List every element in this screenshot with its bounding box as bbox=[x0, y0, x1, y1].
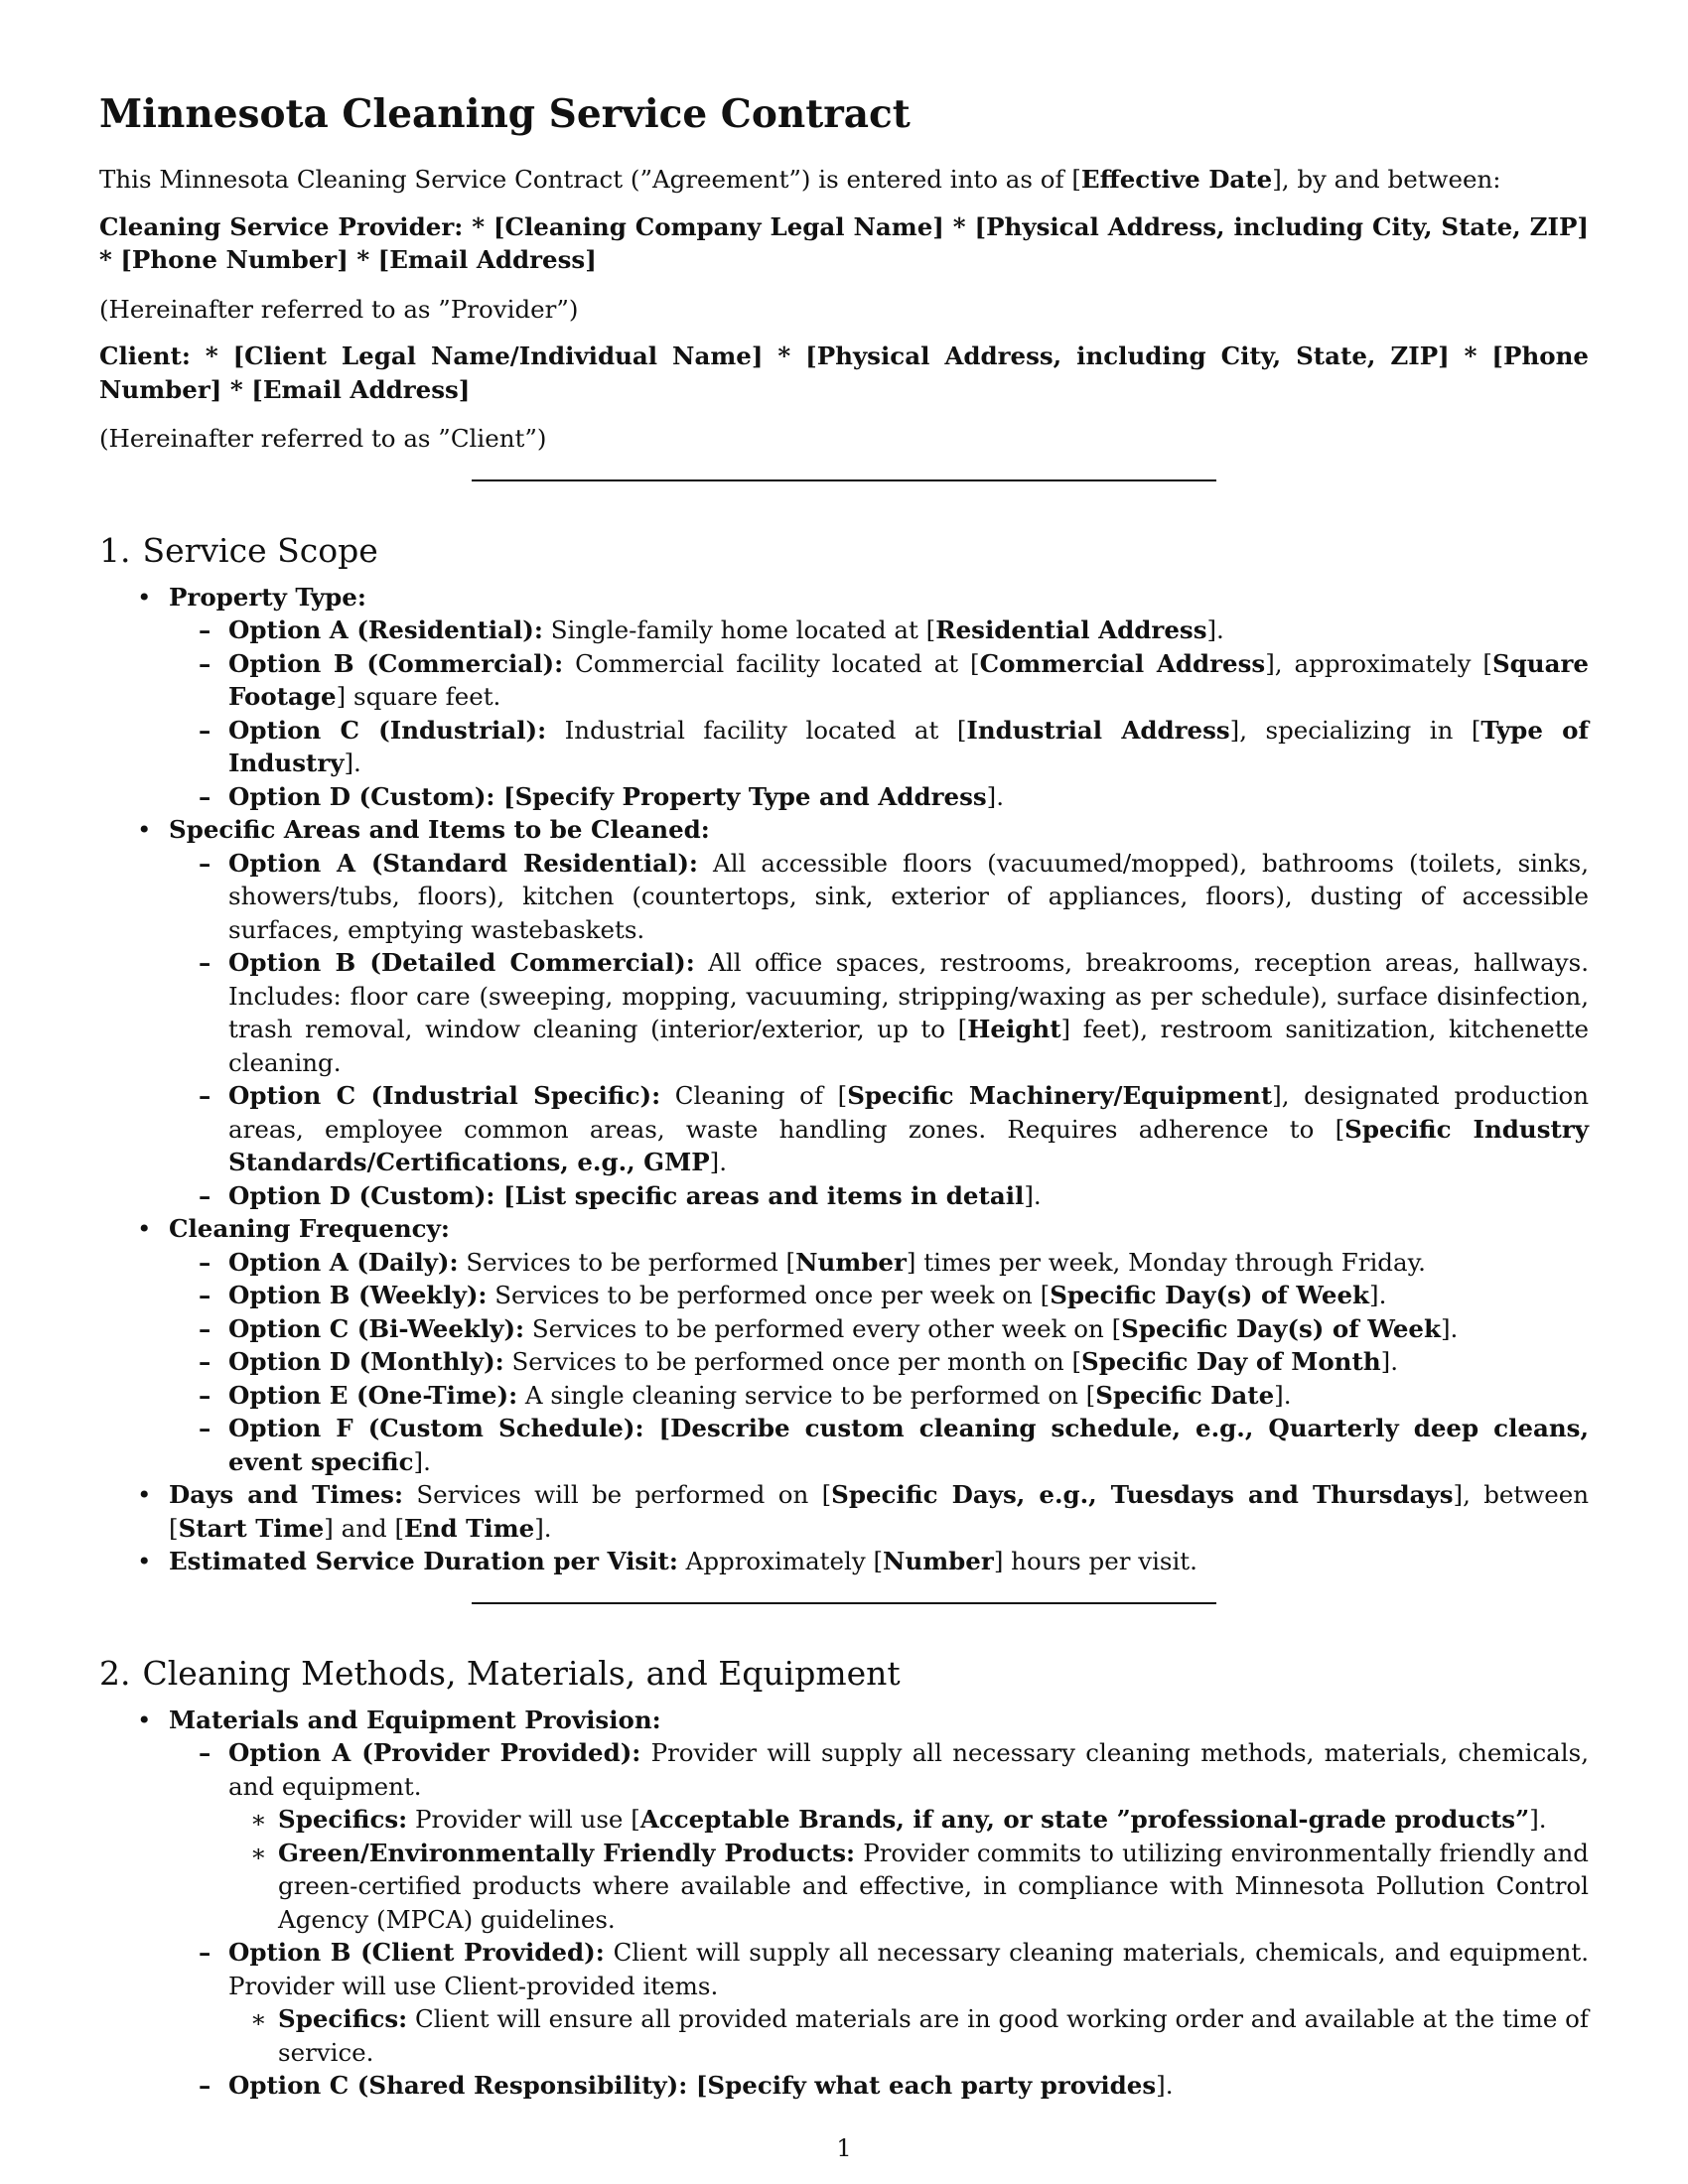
list-item: – Option E (One-Time): A single cleaning service to be performed on [Specific Date]. bbox=[169, 1379, 1589, 1413]
list-item: – Option B (Commercial): Commercial facility located at [Commercial Address], approximately [Square Footage] square feet. bbox=[169, 647, 1589, 714]
client-block: Client: * [Client Legal Name/Individual Name] * [Physical Address, including City, State, ZIP] * [Phone Number] * [Email Address] bbox=[99, 341, 1589, 404]
provider-block: Cleaning Service Provider: * [Cleaning Company Legal Name] * [Physical Address, including City, State, ZIP] * [Phone Number] * [Email Address] bbox=[99, 211, 1589, 274]
list-item: – Option B (Client Provided): Client will supply all necessary cleaning materials, chemicals, and equipment. Provider will use Client-provided items. ∗ Specifics: Client will ensure all provided materials are in good working order and available at the time of service. bbox=[169, 1936, 1589, 2069]
list-item: – Option A (Residential): Single-family home located at [Residential Address]. bbox=[169, 614, 1589, 647]
list-item: – Option D (Monthly): Services to be performed once per month on [Specific Day of Month]. bbox=[169, 1345, 1589, 1379]
list-item: • Specific Areas and Items to be Cleaned: – Option A (Standard Residential): All accessible floors (vacuumed/mopped), bathrooms (toilets, sinks, showers/tubs, floors), kitchen (countertops, sink, exterior of appliances, floors), dusting of accessible surfaces, emptying wastebaskets. – Option B (Detailed Commercial): All office spaces, restrooms, breakrooms, reception areas, hallways. Includes: floor care (sweeping, mopping, vacuuming, stripping/waxing as per schedule), surface disinfection, trash removal, window cleaning (interior/exterior, up to [Height] feet), restroom sanitization, kitchenette cleaning. – Option C (Industrial Specific): Cleaning of [Specific Machinery/Equipment], designated production areas, employee common areas, waste handling zones. Requires adherence to [Specific Industry Standards/Certifications, e.g., GMP]. – Option D (Custom): [List specific areas and items in detail]. bbox=[99, 813, 1589, 1212]
list-item: – Option B (Detailed Commercial): All office spaces, restrooms, breakrooms, reception areas, hallways. Includes: floor care (sweeping, mopping, vacuuming, stripping/waxing as per schedule), surface disinfection, trash removal, window cleaning (interior/exterior, up to [Height] feet), restroom sanitization, kitchenette cleaning. bbox=[169, 946, 1589, 1079]
list-item: • Materials and Equipment Provision: – Option A (Provider Provided): Provider will supply all necessary cleaning methods, materials, chemicals, and equipment. ∗ Specifics: Provider will use [Acceptable Brands, if any, or state ”professional-grade products”]. ∗ Green/Environmentally Friendly Products: Provider commits to utilizing environmentally friendly and green-certified products where available and effective, in compliance with Minnesota Pollution Control Agency (MPCA) guidelines. – Option B (Client Provided): Client will supply all necessary cleaning materials, chemicals, and equipment. Provider will use Client-provided items. ∗ Specifics: Client will ensure all provided materials are in good working order and available at the time of service. – Option C (Shared Responsibility): [Specify what each party provides]. bbox=[99, 1704, 1589, 2103]
list-item: – Option A (Provider Provided): Provider will supply all necessary cleaning methods, materials, chemicals, and equipment. ∗ Specifics: Provider will use [Acceptable Brands, if any, or state ”professional-grade products”]. ∗ Green/Environmentally Friendly Products: Provider commits to utilizing environmentally friendly and green-certified products where available and effective, in compliance with Minnesota Pollution Control Agency (MPCA) guidelines. bbox=[169, 1736, 1589, 1936]
list-item: ∗ Specifics: Provider will use [Acceptable Brands, if any, or state ”professional-grade products”]. bbox=[228, 1803, 1589, 1837]
list-item: • Days and Times: Services will be performed on [Specific Days, e.g., Tuesdays and Thursdays], between [Start Time] and [End Time]. bbox=[99, 1478, 1589, 1545]
list-item: – Option A (Daily): Services to be performed [Number] times per week, Monday through Friday. bbox=[169, 1246, 1589, 1280]
list-item: – Option F (Custom Schedule): [Describe custom cleaning schedule, e.g., Quarterly deep cleans, event specific]. bbox=[169, 1412, 1589, 1478]
section-2-list bbox=[99, 1704, 1589, 2103]
intro-paragraph: This Minnesota Cleaning Service Contract (”Agreement”) is entered into as of [Effective Date], by and between: bbox=[99, 165, 1501, 194]
list-item: – Option C (Bi-Weekly): Services to be performed every other week on [Specific Day(s) of Week]. bbox=[169, 1312, 1589, 1346]
section-1-list bbox=[99, 581, 1589, 1578]
page-number: 1 bbox=[836, 2134, 852, 2162]
section-divider bbox=[472, 1602, 1216, 1604]
section-divider bbox=[472, 479, 1216, 481]
section-1-heading: 1. Service Scope bbox=[99, 530, 378, 570]
list-item: ∗ Green/Environmentally Friendly Products: Provider commits to utilizing environmentally friendly and green-certified products where available and effective, in compliance with Minnesota Pollution Control Agency (MPCA) guidelines. bbox=[228, 1837, 1589, 1937]
document-title: Minnesota Cleaning Service Contract bbox=[99, 91, 911, 137]
provider-hereinafter: (Hereinafter referred to as ”Provider”) bbox=[99, 294, 579, 324]
document-page bbox=[99, 79, 1589, 2103]
list-item: ∗ Specifics: Client will ensure all provided materials are in good working order and available at the time of service. bbox=[228, 2002, 1589, 2069]
list-item: • Cleaning Frequency: – Option A (Daily): Services to be performed [Number] times per week, Monday through Friday. – Option B (Weekly): Services to be performed once per week on [Specific Day(s) of Week]. – Option C (Bi-Weekly): Services to be performed every other week on [Specific Day(s) of Week]. – Option D (Monthly): Services to be performed once per month on [Specific Day of Month]. – Option E (One-Time): A single cleaning service to be performed on [Specific Date]. – Option F (Custom Schedule): [Describe custom cleaning schedule, e.g., Quarterly deep cleans, event specific]. bbox=[99, 1212, 1589, 1478]
list-item: – Option D (Custom): [Specify Property Type and Address]. bbox=[169, 780, 1589, 814]
list-item: • Property Type: – Option A (Residential): Single-family home located at [Residential Address]. – Option B (Commercial): Commercial facility located at [Commercial Address], approximately [Square Footage] square feet. – Option C (Industrial): Industrial facility located at [Industrial Address], specializing in [Type of Industry]. – Option D (Custom): [Specify Property Type and Address]. bbox=[99, 581, 1589, 814]
list-item: – Option B (Weekly): Services to be performed once per week on [Specific Day(s) of Week]. bbox=[169, 1279, 1589, 1312]
client-hereinafter: (Hereinafter referred to as ”Client”) bbox=[99, 424, 547, 453]
list-item: – Option C (Shared Responsibility): [Specify what each party provides]. bbox=[169, 2069, 1589, 2103]
list-item: • Estimated Service Duration per Visit: Approximately [Number] hours per visit. bbox=[99, 1545, 1589, 1578]
section-2-heading: 2. Cleaning Methods, Materials, and Equipment bbox=[99, 1653, 901, 1693]
list-item: – Option D (Custom): [List specific areas and items in detail]. bbox=[169, 1179, 1589, 1213]
list-item: – Option C (Industrial Specific): Cleaning of [Specific Machinery/Equipment], designated production areas, employee common areas, waste handling zones. Requires adherence to [Specific Industry Standards/Certifications, e.g., GMP]. bbox=[169, 1079, 1589, 1179]
list-item: – Option A (Standard Residential): All accessible floors (vacuumed/mopped), bathrooms (toilets, sinks, showers/tubs, floors), kitchen (countertops, sink, exterior of appliances, floors), dusting of accessible surfaces, emptying wastebaskets. bbox=[169, 847, 1589, 947]
list-item: – Option C (Industrial): Industrial facility located at [Industrial Address], specializing in [Type of Industry]. bbox=[169, 714, 1589, 780]
